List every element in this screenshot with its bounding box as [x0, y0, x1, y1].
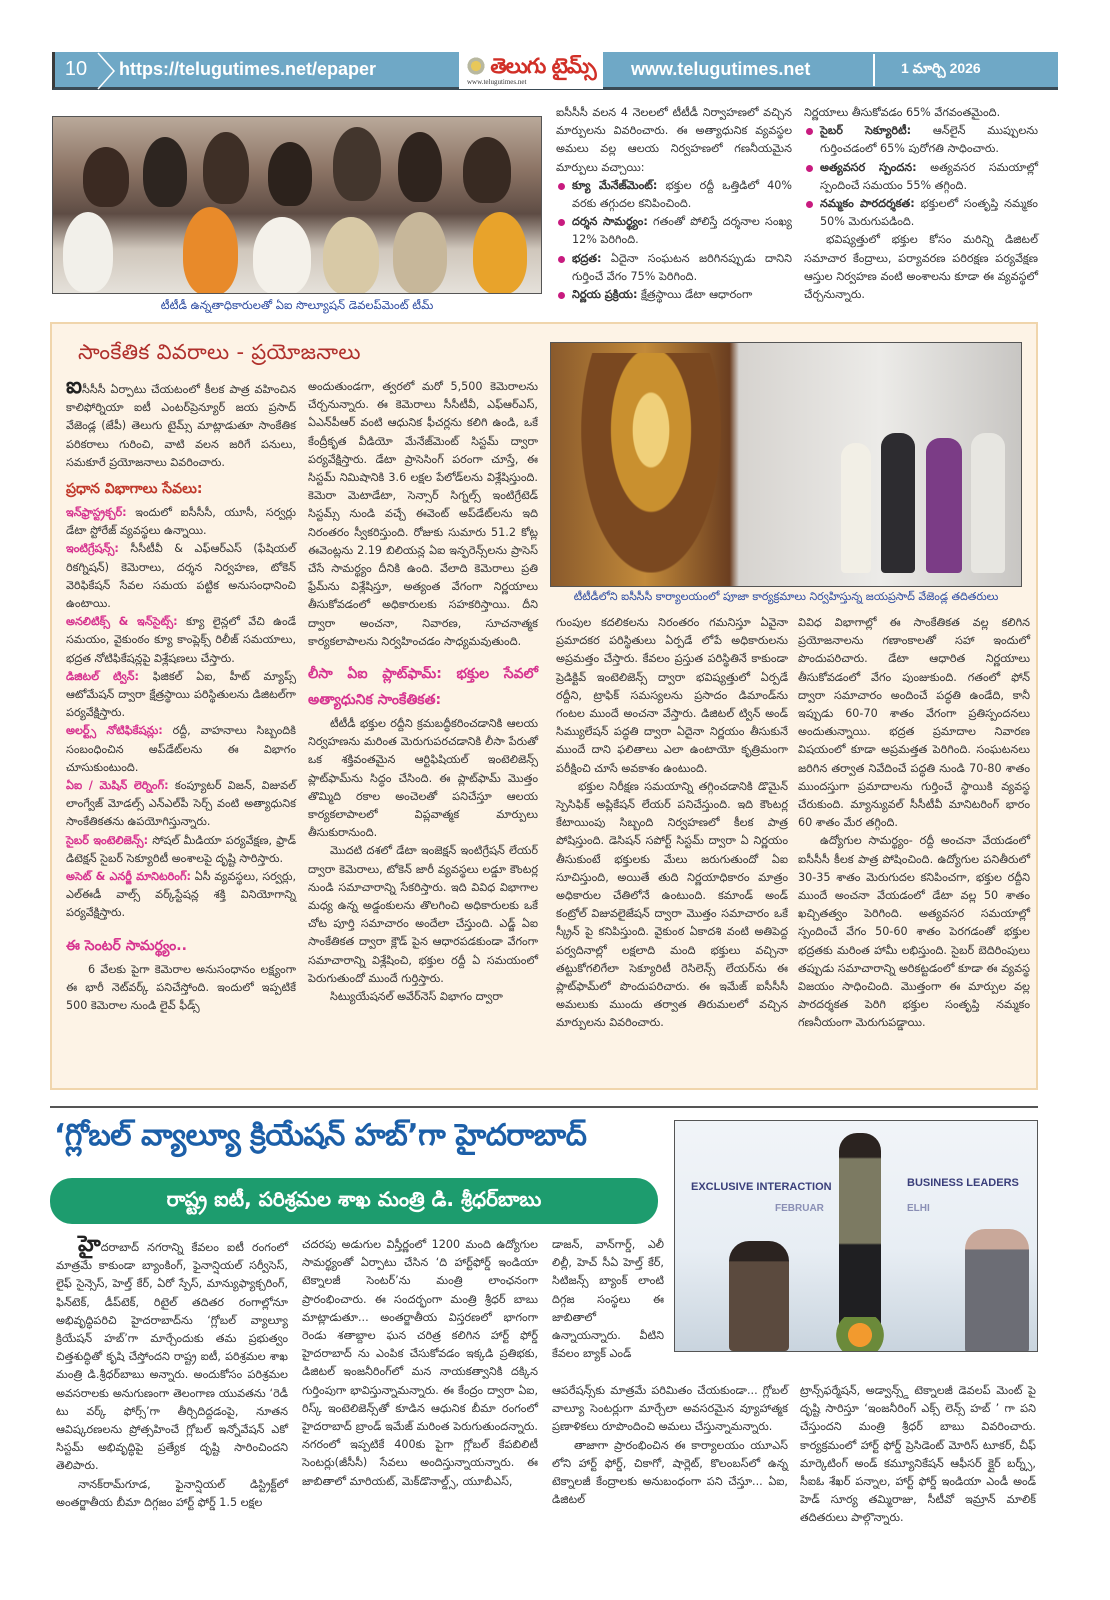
page-number: 10 [64, 58, 88, 80]
lisa-paragraph-1: టీటీడీ భక్తుల రద్దీని క్రమబద్ధీకరించడానికి ఆలయ నిర్వహణను మరింత మెరుగుపరచడానికి లీసా పేరుతో ఒక శక్తివంతమైన ఆర్టిఫిషియల్ ఇంటెలిజెన్స్ ప్లాట్‌ఫామ్‌ను సిద్ధం చేసింది. ఈ ప్లాట్‌ఫామ్ మొత్తం తొమ్మిది రకాల అంచెలతో పనిచేస్తూ ఆలయ కార్యకలాపాలలో విప్లవాత్మక మార్పులు తీసుకురానుంది. [308, 717, 538, 840]
dropcap: ఐ [66, 374, 82, 399]
story-col2-text: చదరపు అడుగుల విస్తీర్ణంలో 1200 మంది ఉద్యోగుల సామర్థ్యంతో ఏర్పాటు చేసిన ‘ది హార్ట్‌ఫోర్డ్ ఇండియా టెక్నాలజీ సెంటర్’ను మంత్రి లాంఛనంగా ప్రారంభించారు. ఈ సందర్భంగా మంత్రి శ్రీధర్ బాబు మాట్లాడుతూ... అంతర్జాతీయ విస్తరణలో భాగంగా రెండు శతాబ్దాల ఘన చరిత్ర కలిగిన హార్ట్ ఫోర్డ్ హైదరాబాద్ ను ఎంపిక చేసుకోవడం ఇక్కడి ప్రతిభకు, డిజిటల్ ఇంజనీరింగ్‌లో మన నాయకత్వానికి దక్కిన గుర్తింపుగా భావిస్తున్నామన్నారు. ఈ కేంద్రం ద్వారా ఏఐ, రిస్క్ ఇంటెలిజెన్స్‌తో కూడిన ఆధునిక బీమా రంగంలో హైదరాబాద్ బ్రాండ్ ఇమేజ్ మరింత పెరుగుతుందన్నారు. నగరంలో ఇప్పటికే 400కు పైగా గ్లోబల్ కేపబిలిటీ సెంటర్లు(జీసీసీ) సేవలు అందిస్తున్నాయన్నారు. ఈ జాబితాలో మారియట్, మెక్‌డొనాల్డ్స్, యూబీఎస్, [302, 1238, 538, 1488]
lisa-heading: లీసా ఏఐ ప్లాట్‌ఫామ్: భక్తుల సేవలో అత్యాధునిక సాంకేతికత: [308, 666, 538, 709]
feature-col4-paragraph-2: ఉద్యోగుల సామర్థ్యం- రద్దీ అంచనా వేయడంలో ఐసీసీసీ కీలక పాత్ర పోషించింది. ఉద్యోగుల పనితీరులో 30-35 శాతం మెరుగుదల కనిపించగా, భక్తుల రద్దీని ముందే అంచనా వేయడంలో డేటా వల్ల 50 శాతం ఖచ్చితత్వం పెరిగింది. అత్యవసర సమయాల్లో స్పందించే వేగం 50-60 శాతం పెరగడంతో భక్తుల భద్రతకు మరింత హామీ లభిస్తుంది. సైబర్ బెదిరింపులు తప్పుడు సమాచారాన్ని అరికట్టడంలో కూడా ఈ వ్యవస్థ విజయం సాధించింది. మొత్తంగా ఈ మార్పుల వల్ల పారదర్శకత పెరిగి భక్తుల సంతృప్తి నమ్మకం గణనీయంగా మెరుగుపడ్డాయి. [798, 834, 1030, 1030]
feature-col3-paragraph-1: గుంపుల కదలికలను నిరంతరం గమనిస్తూ ఏవైనా ప్రమాదకర పరిస్థితులు ఏర్పడే లోపే అధికారులను అప్రమత్తం చేస్తారు. కేవలం ప్రస్తుత పరిస్థితినే కాకుండా ప్రెడిక్టివ్ ఇంటెలిజెన్స్ ద్వారా భవిష్యత్తులో ఏర్పడే రద్దీని, ట్రాఫిక్ సమస్యలను ప్రసాదం డిమాండ్‌ను గంటల ముందే అంచనా వేస్తారు. డిజిటల్ ట్విన్ అండ్ సిమ్యులేషన్ పద్ధతి ద్వారా ఏదైనా నిర్ణయం తీసుకునే ముందే దాని ఫలితాలు ఎలా ఉంటాయో కృత్రిమంగా పరీక్షించి చూసే అవకాశం ఉంటుంది. [556, 616, 788, 775]
story-col3-top [552, 1236, 664, 1363]
bullet-decision: నిర్ణయ ప్రక్రియ: క్షేత్రస్థాయి డేటా ఆధారంగా [556, 286, 792, 304]
top-article-col2 [556, 104, 792, 304]
event-photo [674, 1120, 1038, 1352]
service-item: అలర్ట్స్ నోటిఫికేషన్లు: రద్దీ, వాహనాలు సిబ్బందికి సంబంధించిన అప్‌డేట్‌లను ఈ విభాగం చూసుకుంటుంది. [66, 724, 296, 774]
photo-banner-right: BUSINESS LEADERS [907, 1177, 1019, 1189]
lisa-paragraph-3: సిట్యుయేషనల్ అవేర్‌నెస్ విభాగం ద్వారా [330, 990, 503, 1004]
team-photo-caption: టీటీడీ ఉన్నతాధికారులతో ఏఐ సొల్యూషన్ డెవలప్‌మెంట్ టీమ్ [160, 298, 434, 312]
temple-puja-photo [550, 342, 1022, 587]
bullet-emergency: అత్యవసర స్పందన: అత్యవసర సమయాల్లో స్పందించే సమయం 55% తగ్గింది. [804, 159, 1038, 195]
feature-col2-text: అందుతుండగా, త్వరలో మరో 5,500 కెమెరాలను చేర్చనున్నారు. ఈ కెమెరాలు సీసీటీవీ, ఎఫ్ఆర్ఎస్, ఏఎన్‌పీఆర్ వంటి ఆధునిక ఫీచర్లను కలిగి ఉండి, ఒకే కేంద్రీకృత వీడియో మేనేజ్‌మెంట్ సిస్టమ్ ద్వారా పర్యవేక్షిస్తారు. డేటా ప్రాసెసింగ్ పరంగా చూస్తే, ఈ సిస్టమ్ నిమిషానికి 3.6 లక్షల పేలోడ్‌లను విశ్లేషిస్తుంది. కెమెరా మెటాడేటా, సెన్సార్ సిగ్నల్స్ ఇంటిగ్రేటెడ్ సిస్టమ్స్ నుండి వచ్చే ఈవెంట్ అప్‌డేట్‌లను ఇది నిరంతరం స్వీకరిస్తుంది. రోజుకు సుమారు 51.2 కోట్ల ఈవెంట్లను 2.19 బిలియన్ల ఏఐ ఇన్ఫరెన్స్‌లను ప్రాసెస్ చేసే సామర్థ్యం దీనికి ఉంది. వేలాది కెమెరాలు ప్రతి ఫ్రేమ్‌ను విశ్లేషిస్తూ, అత్యంత వేగంగా నిర్ణయాలు తీసుకోవడంలో అధికారులకు సహకరిస్తాయి. దీని ద్వారా అంచనా, నివారణ, సూచనాత్మక కార్యకలాపాలను నిర్వహించడం సాధ్యమవుతుంది. [308, 380, 538, 648]
epaper-link[interactable]: https://telugutimes.net/epaper [119, 59, 377, 79]
story-col4 [800, 1382, 1036, 1528]
story-col1 [56, 1232, 288, 1512]
lisa-paragraph-2: మొదటి దశలో డేటా ఇంజెక్షన్ ఇంటిగ్రేషన్ లేయర్ ద్వారా కెమెరాలు, టోకెన్ జారీ వ్యవస్థలు లడ్డూ కౌంటర్ల నుండి సమాచారాన్ని సేకరిస్తారు. ఇది వివిధ విభాగాల మధ్య ఉన్న అడ్డంకులను తొలగించి అధికారులకు ఒకే చోట పూర్తి సమాచారం అందేలా చేస్తుంది. ఎడ్జ్ ఏఐ సాంకేతికత ద్వారా క్లౌడ్ పైన ఆధారపడకుండా వేగంగా సమాచారాన్ని విశ్లేషించి, భక్తుల రద్దీ ఏ సమయంలో పెరుగుతుందో ముందే గుర్తిస్తారు. [308, 844, 538, 985]
feature-intro: ఐసీసీసీ ఏర్పాటు చేయటంలో కీలక పాత్ర వహించిన కాలిఫోర్నియా ఐటీ ఎంటర్‌ప్రెన్యూర్ జయ ప్రసాద్ వేజెండ్ల (జేపీ) తెలుగు టైమ్స్ మాట్లాడుతూ సాంకేతిక పరికరాలు గురించి, వాటి వలన జరిగే పనులు, సమకూరే ప్రయోజనాలు వివరించారు. [66, 374, 296, 469]
bullet-security: భద్రత: ఏదైనా సంఘటన జరిగినప్పుడు దానిని గుర్తించే వేగం 75% పెరిగింది. [556, 250, 792, 286]
story-col1-paragraph-2: నానక్‌రామ్‌గూడ, ఫైనాన్షియల్ డిస్ట్రిక్ట్‌లో అంతర్జాతీయ బీమా దిగ్గజం హార్ట్ ఫోర్డ్ 1.5 లక్షల [56, 1477, 288, 1509]
bullet-trust: నమ్మకం పారదర్శకత: భక్తులలో సంతృప్తి నమ్మకం 50% మెరుగుపడింది. [804, 195, 1038, 231]
photo-banner-left: EXCLUSIVE INTERACTION [691, 1181, 832, 1193]
bullet-queue: క్యూ మేనేజ్‌మెంట్: భక్తుల రద్దీ ఒత్తిడిలో 40% వరకు తగ్గుదల కనిపించింది. [556, 177, 792, 213]
logo-text: తెలుగు టైమ్స్ [490, 53, 596, 78]
feature-col4 [798, 614, 1030, 1033]
story-lead: హైదరాబాద్ నగరాన్ని కేవలం ఐటీ రంగంలో మాత్రమే కాకుండా బ్యాంకింగ్, ఫైనాన్షియల్ సర్వీసెస్, లైఫ్ సైన్సెస్, హెల్త్ కేర్, ఏరో స్పేస్, మాన్యుఫ్యాక్చరింగ్, ఫిన్‌టెక్, డీప్‌టెక్, రిటైల్ తదితర రంగాల్లోనూ అభివృద్ధిపరిచి హైదరాబాద్‌ను ‘గ్లోబల్ వ్యాల్యూ క్రియేషన్ హబ్’గా మార్చేందుకు తమ ప్రభుత్వం చిత్తశుద్ధితో కృషి చేస్తోందని రాష్ట్ర ఐటీ, పరిశ్రమల శాఖ మంత్రి డి.శ్రీధర్‌బాబు అన్నారు. అందుకోసం పరిశ్రమల అవసరాలకు అనుగుణంగా తెలంగాణ యువతను ‘రెడీ టు వర్క్ ఫోర్స్’గా తీర్చిదిద్దడంపై, నూతన ఆవిష్కరణలను ప్రోత్సహించే గ్లోబల్ ఇన్నోవేషన్ ఎకో సిస్టమ్ అభివృద్ధిపై ప్రత్యేక దృష్టి సారించిందని తెలిపారు. [56, 1232, 288, 1473]
temple-photo-caption: టీటీడీలోని ఐసీసీసీ కార్యాలయంలో పూజా కార్యక్రమాలు నిర్వహిస్తున్న జయప్రసాద్ వేజెండ్ల తదితరులు [573, 590, 999, 603]
feature-col2 [308, 378, 538, 1006]
feature-col1 [66, 374, 297, 1015]
intro-paragraph: ఐసీసీసీ వలన 4 నెలలలో టీటీడీ నిర్వాహణలో వచ్చిన మార్పులను వివరించారు. ఈ అత్యాధునిక వ్యవస్థల అమలు వల్ల ఆలయ నిర్వహణలో గణనీయమైన మార్పులు వచ్చాయి: [556, 106, 792, 174]
photo-banner-sub-left: FEBRUAR [775, 1203, 824, 1214]
feature-title: సాంకేతిక వివరాలు - ప్రయోజనాలు [78, 340, 361, 364]
issue-date: 1 మార్చి 2026 [901, 59, 981, 76]
top-article-col3 [804, 104, 1038, 304]
capacity-text: 6 వేలకు పైగా కెమెరాల అనుసంధానం లక్ష్యంగా ఈ భారీ నెట్‌వర్క్ పనిచేస్తోంది. ఇందులో ఇప్పటికే 500 కెమెరాల నుండి లైవ్ ఫీడ్స్ [66, 962, 296, 1013]
section-divider [50, 1106, 1038, 1108]
bullet-darshan: దర్శన సామర్థ్యం: గతంతో పోలిస్తే దర్శనాల సంఖ్య 12% పెరిగింది. [556, 213, 792, 249]
feature-col3-paragraph-2: భక్తుల నిరీక్షణ సమయాన్ని తగ్గించడానికి డొమైన్ స్పెసిఫిక్ అప్లికేషన్ లేయర్ పనిచేస్తుంది. ఇది కౌంటర్ల కేటాయింపు సిబ్బంది నిర్వహణలో కీలక పాత్ర పోషిస్తుంది. డెసిషన్ సపోర్ట్ సిస్టమ్ ద్వారా ఏ నిర్ణయం తీసుకుంటే భక్తులకు మేలు జరుగుతుందో ఏఐ సూచిస్తుంది, అయితే తుది నిర్ణయాధికారం మాత్రం అధికారుల చేతిలోనే ఉంటుంది. కమాండ్ అండ్ కంట్రోల్ విజువలైజేషన్ ద్వారా మొత్తం సమాచారం ఒకే స్క్రీన్ పై కనిపిస్తుంది. వైకుంఠ ఏకాదశి వంటి అతిపెద్ద పర్వదినాల్లో లక్షలాది మంది భక్తులు వచ్చినా తట్టుకోగలిగేలా సెక్యూరిటీ రెసిలెన్స్ లేయర్‌ను ఈ ప్లాట్‌ఫామ్‌లో పొందుపరిచారు. ఈ ఇమేజ్ ఐసీసీసీ అమలుకు ముందు తర్వాత తిరుమలలో వచ్చిన మార్పులను వివరించారు. [556, 779, 788, 1030]
chevron-right-icon [95, 52, 117, 90]
newspaper-logo[interactable] [459, 51, 603, 89]
story-subheadline: రాష్ట్ర ఐటీ, పరిశ్రమల శాఖ మంత్రి డి. శ్రీధర్‌బాబు [50, 1178, 658, 1224]
services-heading: ప్రధాన విభాగాలు సేవలు: [66, 481, 203, 498]
story-col2 [302, 1236, 538, 1491]
story-col4-text: ట్రాన్స్‌ఫర్మేషన్, అడ్వాన్స్డ్ టెక్నాలజీ డెవలప్ మెంట్ పై దృష్టి సారిస్తూ ‘ఇంజనీరింగ్ ఎక్స్ లెన్స్ హబ్ ’ గా పని చేస్తుందని మంత్రి శ్రీధర్ బాబు వివరించారు. కార్యక్రమంలో హార్ట్ ఫోర్డ్ ప్రెసిడెంట్ మోరిస్ టూకర్, చీఫ్ మార్కెటింగ్ అండ్ కమ్యూనికేషన్ ఆఫీసర్ క్లైర్ బర్న్స్, సీఐఓ శేఖర్ పన్నాల, హార్ట్ ఫోర్డ్ ఇండియా ఎండీ అండ్ హెడ్ సూర్య తమ్మిరాజు, సీటీవో ఇమ్రాన్ మాలిక్ తదితరులు పాల్గొన్నారు. [800, 1384, 1036, 1525]
story-col3 [552, 1382, 788, 1509]
logo-emblem-icon [466, 56, 486, 76]
service-item: ఇన్‌ఫ్రాస్ట్రక్చర్: ఇందులో ఐసీసీసీ, యూసీ, సర్వర్లు డేటా స్టోరేజ్ వ్యవస్థలు ఉన్నాయి. [66, 506, 296, 538]
service-item: అసెట్ & ఎనర్జీ మానిటరింగ్: ఏసీ వ్యవస్థలు, సర్వర్లు, ఎల్ఈడీ వాల్స్ వర్క్‌స్టేషన్ల శక్తి వినియోగాన్ని పర్యవేక్షిస్తారు. [66, 870, 297, 920]
logo-subtext: www.telugutimes.net [467, 77, 527, 86]
service-item: సైబర్ ఇంటెలిజెన్స్: సోషల్ మీడియా పర్యవేక్షణ, ఫ్రాడ్ డిటెక్షన్ సైబర్ సెక్యూరిటీ అంశాలపై దృష్టి సారిస్తారు. [66, 833, 296, 865]
story-col3-top-text: డాజన్, వాన్‌గార్డ్, ఎలీ లిల్లీ, హెచ్ సీఏ హెల్త్ కేర్, సిటిజన్స్ బ్యాంక్ లాంటి దిగ్గజ సంస్థలు ఈ జాబితాలో ఉన్నాయన్నారు. వీటిని కేవలం బ్యాక్ ఎండ్ [552, 1238, 664, 1361]
feature-col3 [556, 614, 788, 1033]
bullet-cyber: సైబర్ సెక్యూరిటీ: ఆన్‌లైన్ ముప్పులను గుర్తించడంలో 65% పురోగతి సాధించారు. [804, 122, 1038, 158]
continuation-text: నిర్ణయాలు తీసుకోవడం 65% వేగవంతమైంది. [804, 106, 1001, 119]
story-headline: ‘గ్లోబల్ వ్యాల్యూ క్రియేషన్ హబ్’గా హైదరాబాద్ [54, 1118, 587, 1153]
service-item: అనలిటిక్స్ & ఇన్‌సైట్స్: క్యూ లైన్లలో వేచి ఉండే సమయం, వైకుంఠం క్యూ కాంప్లెక్స్ రిలీజ్ సమయాలు, భద్రత నోటిఫికేషన్లపై విశ్లేషణలు చేస్తారు. [66, 615, 296, 665]
masthead-divider [873, 54, 875, 86]
service-item: ఏఐ / మెషిన్ లెర్నింగ్: కంప్యూటర్ విజన్, విజువల్ లాంగ్వేజ్ మోడల్స్ ఎన్ఎల్‌పీ సెర్చ్ వంటి అత్యాధునిక సాంకేతికతను ఉపయోగిస్తున్నారు. [66, 779, 297, 829]
service-item: ఇంటిగ్రేషన్స్: సీసీటీవీ & ఎఫ్ఆర్ఎస్ (ఫేషియల్ రికగ్నిషన్) కెమెరాలు, దర్శన నిర్వహణ, టోకెన్ వెరిఫికేషన్ సేవల సమయ పట్టిక అనుసంధానించి ఉంటాయి. [66, 542, 296, 611]
capacity-heading: ఈ సెంటర్ సామర్థ్యం.. [66, 937, 187, 954]
story-col3-text: ఆపరేషన్స్‌కు మాత్రమే పరిమితం చేయకుండా... గ్లోబల్ వాల్యూ సెంటర్లుగా మార్చేలా అవసరమైన వ్యూహాత్మక ప్రణాళికలు రూపొందించి అమలు చేస్తున్నామన్నారు. [552, 1384, 788, 1434]
service-item: డిజిటల్ ట్విన్: ఫిజికల్ ఏఐ, హీట్ మ్యాప్స్ ఆటోమేషన్ ద్వారా క్షేత్రస్థాయి పరిస్థితులను డిజిటల్‌గా పర్యవేక్షిస్తారు. [66, 669, 296, 720]
team-photo [52, 116, 542, 294]
story-col3-paragraph-2: తాజాగా ప్రారంభించిన ఈ కార్యాలయం యూఎస్ లోని హార్ట్ ఫోర్డ్, చికాగో, షార్లెట్, కొలంబస్‌లో ఉన్న టెక్నాలజీ కేంద్రాలకు అనుబంధంగా పని చేస్తూ... ఏఐ, డిజిటల్ [552, 1438, 788, 1507]
feature-col4-paragraph-1: వివిధ విభాగాల్లో ఈ సాంకేతికత వల్ల కలిగిన ప్రయోజనాలను గణాంకాలతో సహా ఇందులో పొందుపరిచారు. డేటా ఆధారిత నిర్ణయాలు తీసుకోవడంలో వేగం పుంజుకుంది. గతంలో ఫోన్ ద్వారా సమాచారం అందించే పద్ధతి ఉండేది, కానీ ఇప్పుడు 60-70 శాతం వేగంగా ప్రతిస్పందనలు అందుతున్నాయి. భద్రత ప్రమాదాల నివారణ విషయంలో కూడా అప్రమత్తత పెరిగింది. సంఘటనలు జరిగిన తర్వాత నివేదించే పద్ధతి నుండి 70-80 శాతం ముందస్తుగా ప్రమాదాలను గుర్తించే స్థాయికి వ్యవస్థ చేరుకుంది. మ్యాన్యువల్ సీసీటీవీ మానిటరింగ్ భారం 60 శాతం మేర తగ్గింది. [798, 616, 1030, 830]
masthead [52, 52, 1058, 90]
photo-banner-sub-right: ELHI [907, 1203, 930, 1214]
site-link[interactable]: www.telugutimes.net [631, 59, 811, 79]
story-dropcap: హై [78, 1232, 101, 1257]
outro-paragraph: భవిష్యత్తులో భక్తుల కోసం మరిన్ని డిజిటల్ సమాచార కేంద్రాలు, పర్యావరణ పరిరక్షణ పర్యవేక్షణ ఆస్తుల నిర్వహణ వంటి అంశాలను కూడా ఈ వ్యవస్థలో చేర్చనున్నారు. [804, 233, 1038, 302]
